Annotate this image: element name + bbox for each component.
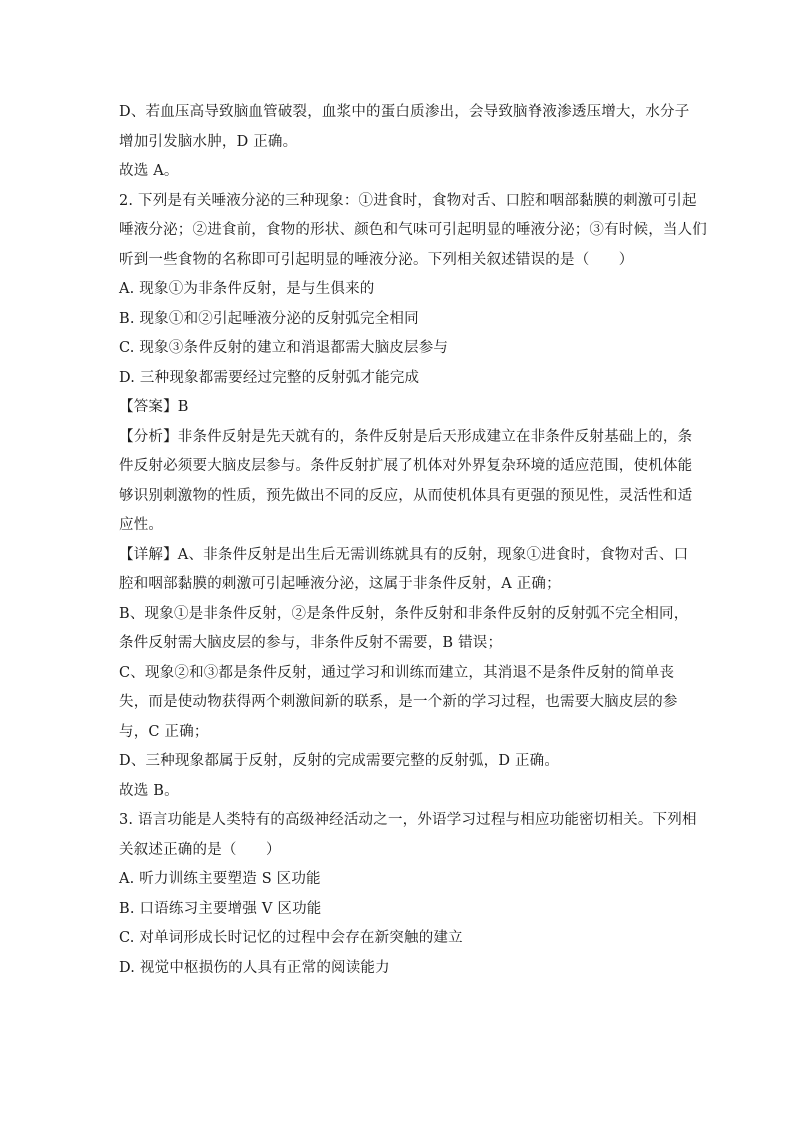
question-3-option-a: A. 听力训练主要塑造 S 区功能 (119, 871, 321, 887)
question-3-option-d: D. 视觉中枢损伤的人具有正常的阅读能力 (119, 959, 390, 976)
question-3-option-c: C. 对单词形成长时记忆的过程中会存在新突触的建立 (119, 930, 463, 946)
text-line: 增加引发脑水肿，D 正确。 (119, 133, 298, 150)
text-line: 故选 A。 (119, 163, 179, 179)
question-2-stem: 唾液分泌；②进食前，食物的形状、颜色和气味可引起明显的唾液分泌；③有时候，当人们 (119, 222, 707, 238)
explanation-text: 腔和咽部黏膜的刺激可引起唾液分泌，这属于非条件反射，A 正确； (119, 576, 561, 592)
analysis-text: 【分析】非条件反射是先天就有的，条件反射是后天形成建立在非条件反射基础上的，条 (119, 428, 693, 445)
explanation-text: 条件反射需大脑皮层的参与，非条件反射不需要，B 错误； (119, 635, 503, 651)
explanation-text: B、现象①是非条件反射，②是条件反射，条件反射和非条件反射的反射弧不完全相同， (119, 605, 689, 622)
question-3-stem: 3. 语言功能是人类特有的高级神经活动之一，外语学习过程与相应功能密切相关。下列相 (119, 812, 697, 828)
analysis-text: 应性。 (119, 517, 164, 533)
question-2-option-d: D. 三种现象都需要经过完整的反射弧才能完成 (119, 369, 420, 386)
analysis-text: 件反射必须要大脑皮层参与。条件反射扩展了机体对外界复杂环境的适应范围，使机体能 (119, 458, 693, 474)
answer-label: 【答案】B (119, 399, 189, 415)
question-2-option-b: B. 现象①和②引起唾液分泌的反射弧完全相同 (119, 310, 419, 327)
question-3-stem: 关叙述正确的是（ ） (119, 841, 281, 858)
analysis-text: 够识别刺激物的性质，预先做出不同的反应，从而使机体具有更强的预见性，灵活性和适 (119, 487, 693, 504)
document-body (119, 98, 707, 983)
question-2-stem: 2. 下列是有关唾液分泌的三种现象：①进食时，食物对舌、口腔和咽部黏膜的刺激可引起 (119, 192, 697, 209)
answer-choice: 故选 B。 (119, 782, 179, 799)
question-2-stem: 听到一些食物的名称即可引起明显的唾液分泌。下列相关叙述错误的是（ ） (119, 251, 634, 268)
explanation-text: 【详解】A、非条件反射是出生后无需训练就具有的反射，现象①进食时，食物对舌、口 (119, 546, 689, 563)
explanation-text: 失，而是使动物获得两个刺激间新的联系，是一个新的学习过程，也需要大脑皮层的参 (119, 694, 678, 710)
question-3-option-b: B. 口语练习主要增强 V 区功能 (119, 900, 322, 917)
text-line: D、若血压高导致脑血管破裂，血浆中的蛋白质渗出，会导致脑脊液渗透压增大，水分子 (119, 104, 690, 120)
explanation-text: D、三种现象都属于反射，反射的完成需要完整的反射弧，D 正确。 (119, 753, 560, 769)
explanation-text: C、现象②和③都是条件反射，通过学习和训练而建立，其消退不是条件反射的简单丧 (119, 664, 675, 681)
question-2-option-c: C. 现象③条件反射的建立和消退都需大脑皮层参与 (119, 340, 449, 356)
explanation-text: 与，C 正确； (119, 723, 209, 740)
question-2-option-a: A. 现象①为非条件反射，是与生俱来的 (119, 281, 375, 297)
